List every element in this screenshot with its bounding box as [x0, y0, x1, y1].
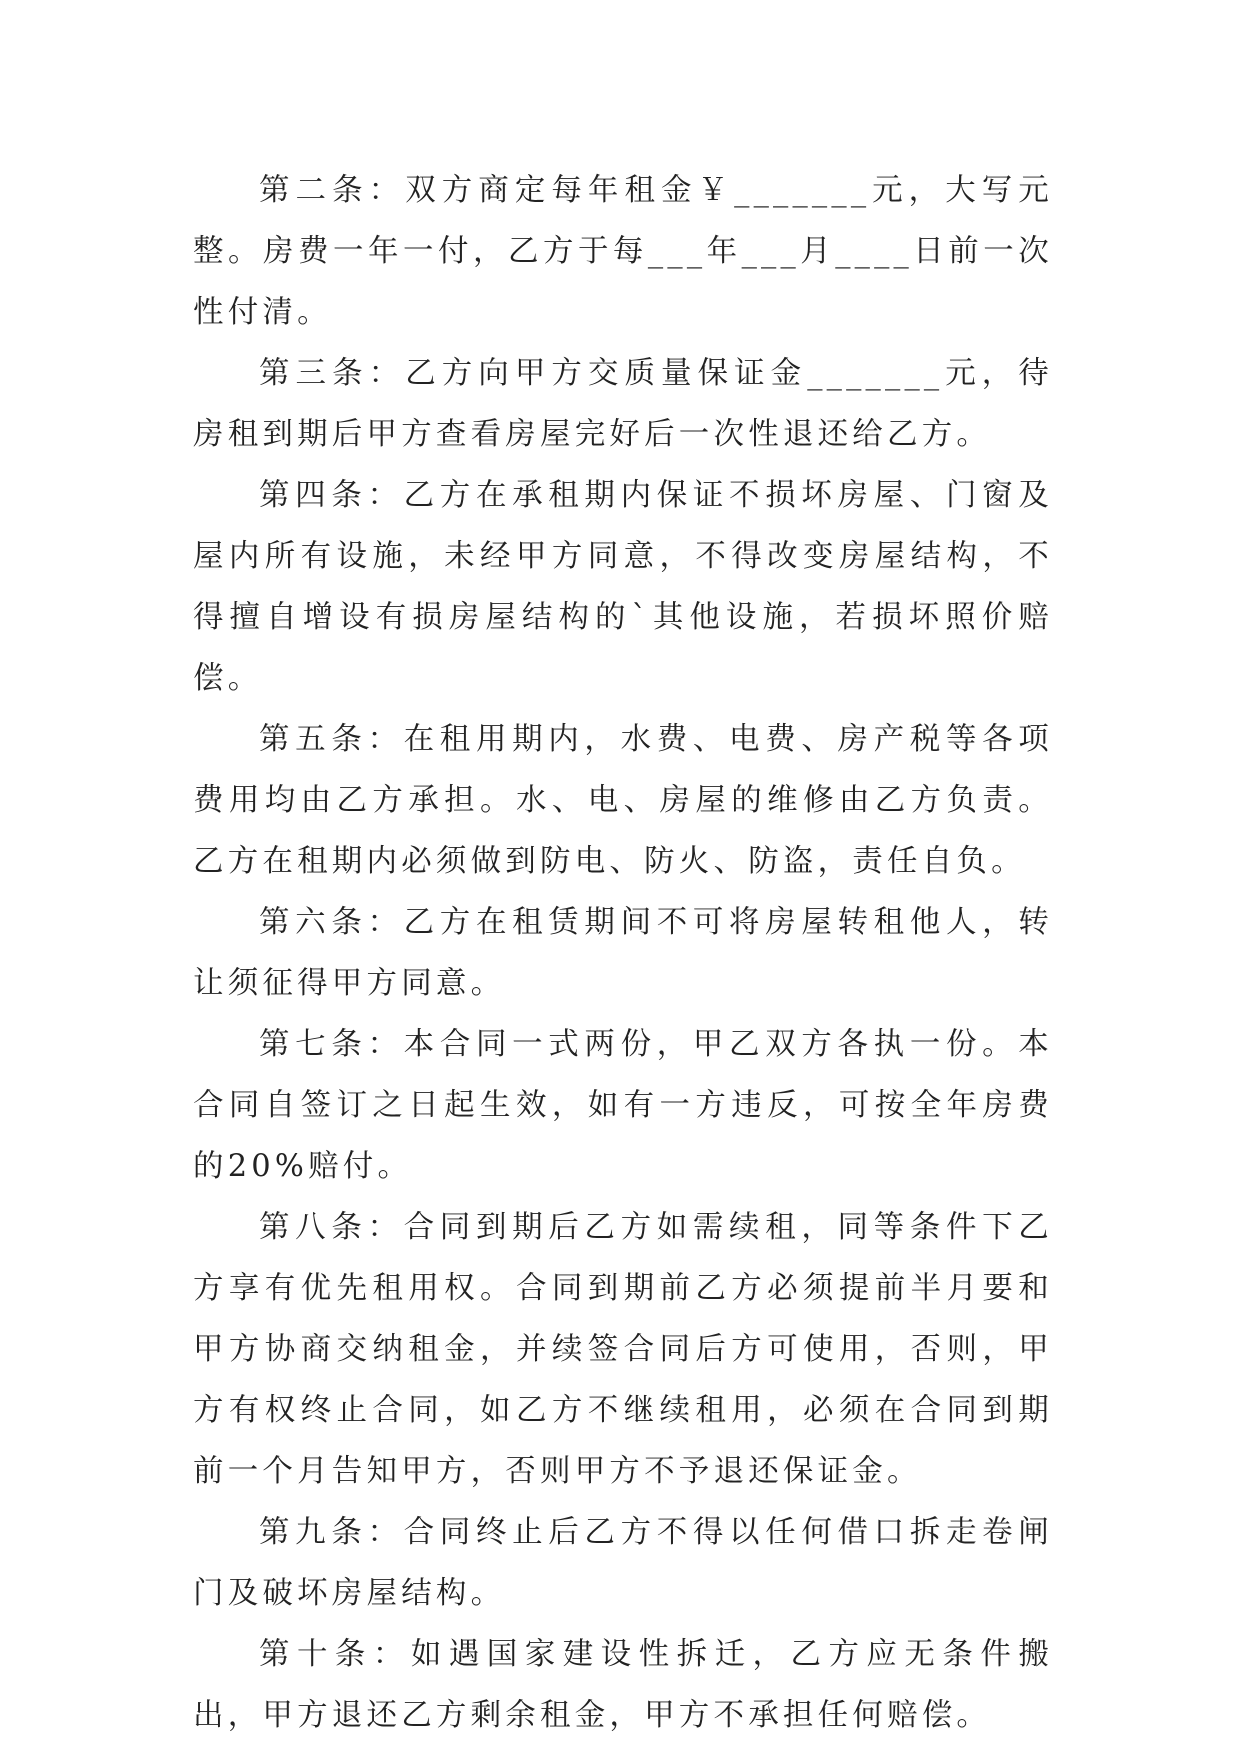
clause-10: 第十条：如遇国家建设性拆迁，乙方应无条件搬出，甲方退还乙方剩余租金，甲方不承担任何赔偿。 — [193, 1637, 1053, 1733]
clause-2: 第二条：双方商定每年租金￥_______元，大写元整。房费一年一付，乙方于每___年___月____日前一次性付清。 — [193, 173, 1053, 330]
clause-4: 第四条：乙方在承租期内保证不损坏房屋、门窗及屋内所有设施，未经甲方同意，不得改变房屋结构，不得擅自增设有损房屋结构的`其他设施，若损坏照价赔偿。 — [193, 478, 1053, 696]
clause-9: 第九条：合同终止后乙方不得以任何借口拆走卷闸门及破坏房屋结构。 — [193, 1515, 1053, 1611]
document-body — [193, 160, 1053, 1746]
clause-7: 第七条：本合同一式两份，甲乙双方各执一份。本合同自签订之日起生效，如有一方违反，可按全年房费的20%赔付。 — [193, 1027, 1053, 1184]
clause-3: 第三条：乙方向甲方交质量保证金_______元，待房租到期后甲方查看房屋完好后一次性退还给乙方。 — [193, 356, 1053, 452]
clause-6: 第六条：乙方在租赁期间不可将房屋转租他人，转让须征得甲方同意。 — [193, 905, 1053, 1001]
clause-8: 第八条：合同到期后乙方如需续租，同等条件下乙方享有优先租用权。合同到期前乙方必须提前半月要和甲方协商交纳租金，并续签合同后方可使用，否则，甲方有权终止合同，如乙方不继续租用，必须在合同到期前一个月告知甲方，否则甲方不予退还保证金。 — [193, 1210, 1053, 1489]
clause-5: 第五条：在租用期内，水费、电费、房产税等各项费用均由乙方承担。水、电、房屋的维修由乙方负责。乙方在租期内必须做到防电、防火、防盗，责任自负。 — [193, 722, 1053, 879]
